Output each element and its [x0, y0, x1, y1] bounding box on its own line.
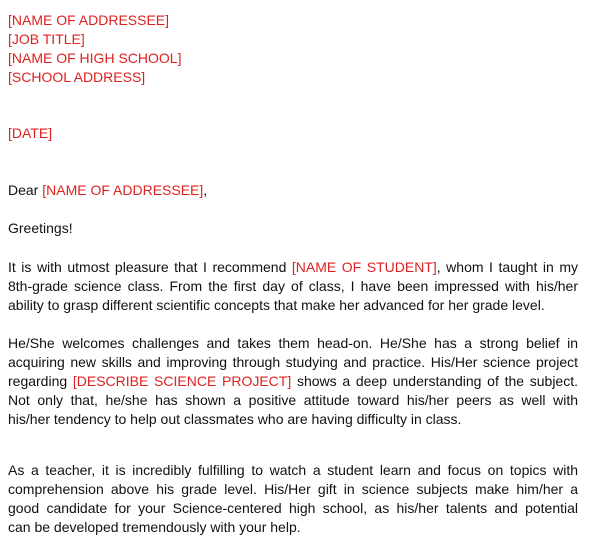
paragraph-2: [8, 334, 578, 429]
salutation-prefix: Dear: [8, 182, 43, 198]
text-segment: , whom I taught in my: [436, 259, 579, 275]
paragraph-line: [8, 372, 578, 391]
letter-date: [DATE]: [8, 125, 53, 141]
text-segment: It is with utmost pleasure that I recommend: [8, 259, 292, 275]
paragraph-line: As a teacher, it is incredibly fulfilling to watch a student learn and focus on topics with: [8, 462, 578, 478]
paragraph-3: [8, 461, 578, 537]
student-name-placeholder: [NAME OF STUDENT]: [291, 259, 437, 275]
salutation-suffix: ,: [203, 182, 208, 198]
paragraph-line: [8, 258, 578, 277]
text-segment: regarding: [8, 373, 73, 389]
paragraph-line: ability to grasp different scientific concepts that make her advanced for her grade level.: [8, 297, 545, 313]
paragraph-line: good candidate for your Science-centered high school, as his/her talents and potential: [8, 500, 578, 516]
salutation: [8, 181, 207, 200]
school-address: [SCHOOL ADDRESS]: [8, 69, 146, 85]
paragraph-line: comprehension above his grade level. His/Her gift in science subjects make him/her a: [8, 481, 578, 497]
school-name: [NAME OF HIGH SCHOOL]: [8, 50, 182, 66]
paragraph-line: can be developed tremendously with your help.: [8, 519, 301, 535]
address-block: [8, 11, 181, 87]
paragraph-line: Not only that, he/she has shown a positive attitude toward his/her peers as well with: [8, 392, 578, 408]
paragraph-line: acquiring new skills and improving through studying and practice. His/Her science project: [8, 354, 578, 370]
paragraph-line: his/her tendency to help out classmates who are having difficulty in class.: [8, 411, 462, 427]
salutation-name: [NAME OF ADDRESSEE]: [42, 182, 204, 198]
text-segment: shows a deep understanding of the subject.: [291, 373, 578, 389]
paragraph-1: [8, 258, 578, 315]
paragraph-line: He/She welcomes challenges and takes them head-on. He/She has a strong belief in: [8, 335, 578, 351]
greeting: Greetings!: [8, 220, 73, 236]
paragraph-line: 8th-grade science class. From the first day of class, I have been impressed with his/her: [8, 278, 578, 294]
addressee-name: [NAME OF ADDRESSEE]: [8, 12, 170, 28]
science-project-placeholder: [DESCRIBE SCIENCE PROJECT]: [72, 373, 292, 389]
job-title: [JOB TITLE]: [8, 31, 85, 47]
